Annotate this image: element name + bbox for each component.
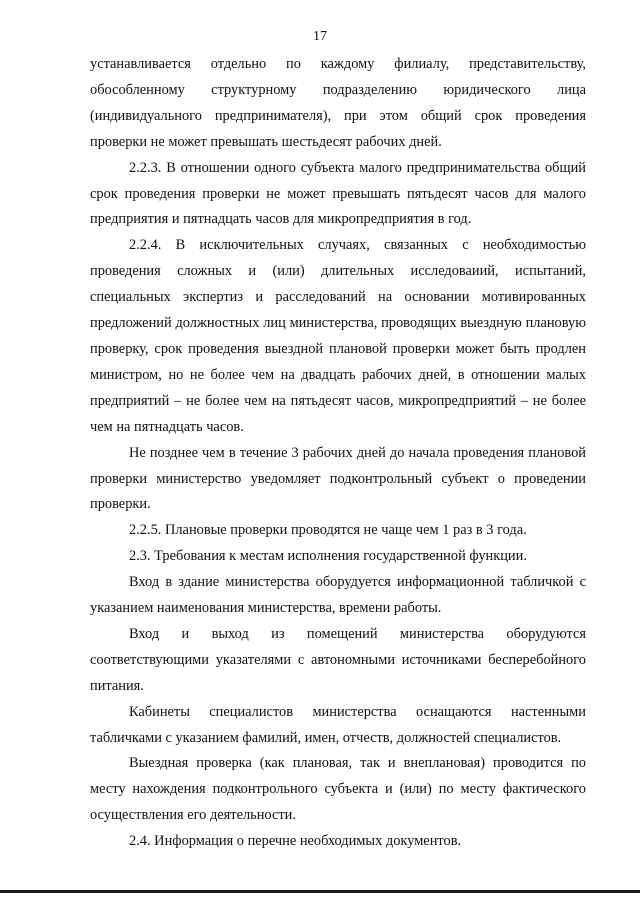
paragraph-continuation: устанавливается отдельно по каждому филиалу, представительству, обособленному структурному подразделению юридического лица (индивидуального предпринимателя), при этом общий срок проведения проверки не может превышать шестьдесят рабочих дней.: [90, 56, 586, 150]
bottom-scan-edge-rule: [0, 890, 640, 893]
paragraph-2-2-3: 2.2.3. В отношении одного субъекта малого предпринимательства общий срок проведения проверки не может превышать пятьдесят часов для малого предприятия и пятнадцать часов для микропредприятия в год.: [90, 159, 586, 228]
paragraph-entry-exit: Вход и выход из помещений министерства оборудуются соответствующими указателями с автономными источниками бесперебойного питания.: [90, 625, 586, 694]
paragraph-offices: Кабинеты специалистов министерства оснащаются настенными табличками с указанием фамилий, имен, отчеств, должностей специалистов.: [90, 703, 586, 746]
document-body: [90, 52, 586, 855]
paragraph-2-4-heading: 2.4. Информация о перечне необходимых документов.: [129, 833, 462, 850]
paragraph-2-2-5: 2.2.5. Плановые проверки проводятся не чаще чем 1 раз в 3 года.: [129, 522, 527, 539]
paragraph-2-3-heading: 2.3. Требования к местам исполнения государственной функции.: [129, 548, 527, 565]
paragraph-notification: Не позднее чем в течение 3 рабочих дней до начала проведения плановой проверки министерство уведомляет подконтрольный субъект о проведении проверки.: [90, 444, 586, 513]
paragraph-2-2-4: 2.2.4. В исключительных случаях, связанных с необходимостью проведения сложных и (или) длительных исследоваиий, испытаний, специальных экспертиз и расследований на основании мотивированных предложений должностных лиц министерства, проводящих выездную плановую проверку, срок проведения выездной плановой проверки может быть продлен министром, но не более чем на двадцать рабочих дней, в отношении малых предприятий – не более чем на пятьдесят часов, микропредприятий – не более чем на пятнадцать часов.: [90, 237, 586, 435]
paragraph-field-inspection: Выездная проверка (как плановая, так и внеплановая) проводится по месту нахождения подконтрольного субъекта и (или) по месту фактического осуществления его деятельности.: [90, 755, 586, 824]
paragraph-building-entrance: Вход в здание министерства оборудуется информационной табличкой с указанием наименования министерства, времени работы.: [90, 574, 586, 617]
page-number: 17: [313, 29, 327, 44]
